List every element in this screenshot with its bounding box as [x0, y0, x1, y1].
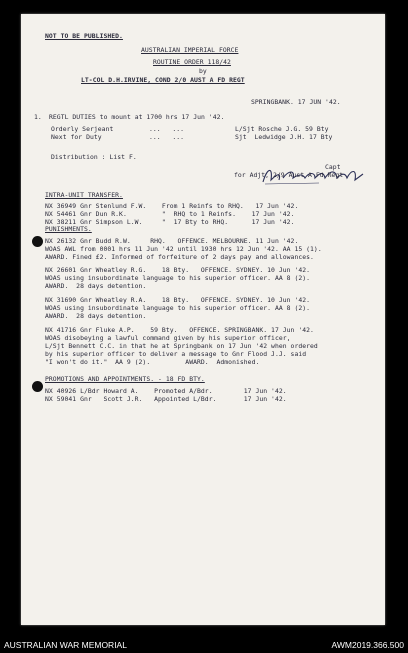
item-number: 1.: [34, 113, 42, 121]
punishment-line: by his superior officer to deliver a message to Gnr Flood J.J. said: [45, 350, 307, 358]
place-date: SPRINGBANK. 17 JUN '42.: [251, 98, 341, 106]
orderly-value: L/Sjt Rosche J.G. 59 Bty: [235, 125, 329, 133]
institution-label: AUSTRALIAN WAR MEMORIAL: [4, 640, 127, 650]
punishment-line: WOAS AWL from 0001 hrs 11 Jun '42 until 1930 hrs 12 Jun '42. AA 15 (1).: [45, 245, 322, 253]
orderly-dots: ... ...: [149, 125, 185, 133]
promotion-row: NX 59041 Gnr Scott J.R. Appointed L/Bdr. 17 Jun '42.: [45, 395, 287, 403]
transfer-row: NX 38211 Gnr Simpson L.W. " 17 Bty to RHQ. 17 Jun '42.: [45, 218, 295, 226]
punch-hole: [32, 236, 43, 247]
punishments-heading: PUNISHMENTS.: [45, 225, 92, 233]
punishment-line: AWARD. 28 days detention.: [45, 282, 147, 290]
orderly-label: Orderly Serjeant: [51, 125, 114, 133]
punishment-line: AWARD. Fined £2. Informed of forfeiture of 2 days pay and allowances.: [45, 253, 314, 261]
punch-hole: [32, 381, 43, 392]
punishment-line: L/Sjt Bennett C.C. in that he at Springbank on 17 Jun '42 when ordered: [45, 342, 318, 350]
document-sheet: [21, 14, 385, 625]
regtl-duties-line: REGTL DUTIES to mount at 1700 hrs 17 Jun '42.: [49, 113, 225, 121]
punishment-line: NX 26601 Gnr Wheatley R.G. 18 Bty. OFFENCE. SYDNEY. 10 Jun '42.: [45, 266, 311, 274]
order-title: ROUTINE ORDER 118/42: [153, 58, 231, 66]
punishment-line: "I won't do it." AA 9 (2). AWARD. Admonished.: [45, 358, 260, 366]
transfer-row: NX 54461 Gnr Dun R.K. " RHQ to 1 Reinfs. 17 Jun '42.: [45, 210, 295, 218]
signature-rank: Capt: [325, 163, 341, 171]
punishment-line: NX 41716 Gnr Fluke A.P. 59 Bty. OFFENCE. SPRINGBANK. 17 Jun '42.: [45, 326, 314, 334]
punishment-line: WOAS using insubordinate language to his superior officer. AA 8 (2).: [45, 304, 311, 312]
promotions-heading: PROMOTIONS AND APPOINTMENTS. - 18 FD BTY.: [45, 375, 205, 383]
archive-footer: [0, 637, 408, 653]
next-duty-label: Next for Duty: [51, 133, 102, 141]
distribution-line: Distribution : List F.: [51, 153, 137, 161]
punishment-line: WOAS disobeying a lawful command given by his superior officer,: [45, 334, 291, 342]
promotion-row: NX 40926 L/Bdr Howard A. Promoted A/Bdr. 17 Jun '42.: [45, 387, 287, 395]
commander-line: LT-COL D.H.IRVINE, COND 2/0 AUST A FD REGT: [81, 76, 245, 84]
restriction-notice: NOT TO BE PUBLISHED.: [45, 32, 123, 40]
punishment-line: NX 26132 Gnr Budd R.W. RHQ. OFFENCE. MELBOURNE. 11 Jun '42.: [45, 237, 299, 245]
signature-for-adjt: for Adjt, 2/9 Aust A Fd Regt: [234, 171, 344, 179]
next-duty-value: Sjt Ledwidge J.H. 17 Bty: [235, 133, 333, 141]
force-title: AUSTRALIAN IMPERIAL FORCE: [141, 46, 239, 54]
reference-number: AWM2019.366.500: [331, 640, 404, 650]
next-duty-dots: ... ...: [149, 133, 185, 141]
transfer-heading: INTRA-UNIT TRANSFER.: [45, 191, 123, 199]
punishment-line: NX 31690 Gnr Wheatley R.A. 18 Bty. OFFENCE. SYDNEY. 10 Jun '42.: [45, 296, 311, 304]
order-by: by: [199, 67, 207, 75]
punishment-line: AWARD. 28 days detention.: [45, 312, 147, 320]
transfer-row: NX 36949 Gnr Stenlund F.W. From 1 Reinfs to RHQ. 17 Jun '42.: [45, 202, 299, 210]
punishment-line: WOAS using insubordinate language to his superior officer. AA 8 (2).: [45, 274, 311, 282]
